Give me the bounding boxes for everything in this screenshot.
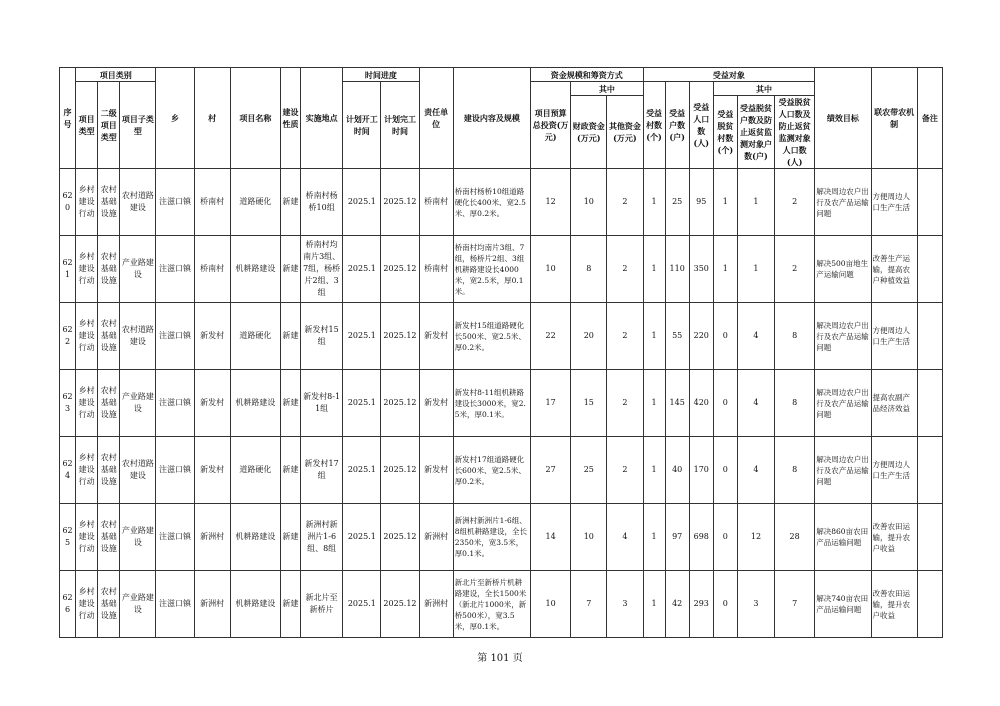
cell-budget: 10 [531, 571, 571, 638]
cell-remark [917, 169, 942, 236]
cell-project-type: 乡村建设行动 [76, 504, 98, 571]
cell-location: 新洲村新洲片1-6组、8组 [301, 504, 343, 571]
header-sub-type: 项目子类型 [120, 82, 156, 169]
cell-build-nature: 新建 [280, 437, 300, 504]
cell-goal: 解决860亩农田产品运输问题 [815, 504, 871, 571]
table-body [60, 169, 943, 638]
cell-poor-population: 8 [775, 437, 815, 504]
cell-township: 注滋口镇 [156, 437, 194, 504]
table-row [60, 437, 943, 504]
cell-village: 新发村 [194, 303, 230, 370]
cell-link: 方便周边人口生产生活 [871, 169, 917, 236]
cell-sub-type: 产业路建设 [120, 370, 156, 437]
cell-poor-villages: 0 [713, 303, 737, 370]
cell-fiscal: 10 [571, 504, 607, 571]
cell-village: 新洲村 [194, 571, 230, 638]
cell-poor-villages: 0 [713, 504, 737, 571]
cell-location: 新发村15组 [301, 303, 343, 370]
cell-goal: 解决周边农户出行及农产品运输问题 [815, 437, 871, 504]
cell-remark [917, 370, 942, 437]
header-goal: 绩效目标 [815, 68, 871, 169]
cell-fiscal: 20 [571, 303, 607, 370]
project-table [59, 67, 943, 638]
cell-content: 新发村17组道路硬化长600米、宽2.5米、厚0.2米。 [453, 437, 530, 504]
cell-ben-households: 145 [665, 370, 689, 437]
cell-township: 注滋口镇 [156, 370, 194, 437]
cell-link: 改善农田运输，提升农户收益 [871, 571, 917, 638]
cell-project-name: 机耕路建设 [230, 504, 280, 571]
header-ben-poor-villages: 受益脱贫村数(个) [713, 96, 737, 169]
cell-level2-type: 农村基础设施 [98, 571, 120, 638]
cell-project-type: 乡村建设行动 [76, 236, 98, 303]
cell-responsible: 新发村 [419, 370, 453, 437]
cell-goal: 解决740亩农田产品运输问题 [815, 571, 871, 638]
cell-ben-villages: 1 [643, 303, 665, 370]
header-other: 其他资金(万元) [607, 96, 643, 169]
cell-goal: 解决周边农户出行及农产品运输问题 [815, 370, 871, 437]
cell-township: 注滋口镇 [156, 504, 194, 571]
header-responsible: 责任单位 [419, 68, 453, 169]
header-end-time: 计划完工时间 [381, 82, 419, 169]
cell-ben-households: 97 [665, 504, 689, 571]
header-ben-poor-population: 受益脱贫人口数及防止返贫监测对象人口数(人) [775, 96, 815, 169]
cell-end-time: 2025.12 [381, 504, 419, 571]
cell-link: 改善生产运输，提高农户种植效益 [871, 236, 917, 303]
cell-start-time: 2025.1 [343, 169, 381, 236]
cell-other: 2 [607, 437, 643, 504]
cell-end-time: 2025.12 [381, 437, 419, 504]
cell-ben-villages: 1 [643, 236, 665, 303]
cell-end-time: 2025.12 [381, 169, 419, 236]
cell-build-nature: 新建 [280, 571, 300, 638]
header-ben-poor-households: 受益脱贫户数及防止返贫监测对象户数(户) [737, 96, 774, 169]
table-row [60, 504, 943, 571]
cell-level2-type: 农村基础设施 [98, 169, 120, 236]
cell-ben-villages: 1 [643, 571, 665, 638]
cell-township: 注滋口镇 [156, 169, 194, 236]
cell-fiscal: 15 [571, 370, 607, 437]
cell-link: 方便周边人口生产生活 [871, 303, 917, 370]
cell-budget: 12 [531, 169, 571, 236]
header-category-group: 项目类别 [76, 68, 156, 82]
cell-level2-type: 农村基础设施 [98, 236, 120, 303]
cell-build-nature: 新建 [280, 370, 300, 437]
header-build-nature: 建设性质 [280, 68, 300, 169]
cell-project-name: 机耕路建设 [230, 370, 280, 437]
cell-start-time: 2025.1 [343, 571, 381, 638]
cell-remark [917, 236, 942, 303]
header-ben-population: 受益人口数(人) [689, 82, 713, 169]
cell-project-name: 机耕路建设 [230, 236, 280, 303]
table-row [60, 370, 943, 437]
cell-project-type: 乡村建设行动 [76, 370, 98, 437]
cell-poor-households: 4 [737, 370, 774, 437]
cell-poor-households: 1 [737, 236, 774, 303]
cell-project-type: 乡村建设行动 [76, 303, 98, 370]
cell-link: 改善农田运输，提升农户收益 [871, 504, 917, 571]
cell-village: 新发村 [194, 437, 230, 504]
header-of-which-2: 其中 [713, 82, 814, 96]
cell-content: 桥南村均南片3组、7组，杨桥片2组、3组机耕路建设长4000米，宽2.5米，厚0.1米。 [453, 236, 530, 303]
cell-fiscal: 8 [571, 236, 607, 303]
header-start-time: 计划开工时间 [343, 82, 381, 169]
header-ben-households: 受益户数(户) [665, 82, 689, 169]
cell-project-type: 乡村建设行动 [76, 169, 98, 236]
cell-project-type: 乡村建设行动 [76, 571, 98, 638]
cell-project-name: 道路硬化 [230, 169, 280, 236]
cell-sub-type: 农村道路建设 [120, 437, 156, 504]
cell-poor-villages: 0 [713, 370, 737, 437]
cell-ben-villages: 1 [643, 504, 665, 571]
cell-level2-type: 农村基础设施 [98, 504, 120, 571]
cell-level2-type: 农村基础设施 [98, 370, 120, 437]
cell-poor-households: 4 [737, 303, 774, 370]
cell-township: 注滋口镇 [156, 236, 194, 303]
cell-build-nature: 新建 [280, 504, 300, 571]
header-beneficiary-group: 受益对象 [643, 68, 815, 82]
cell-poor-households: 12 [737, 504, 774, 571]
cell-ben-population: 220 [689, 303, 713, 370]
cell-end-time: 2025.12 [381, 571, 419, 638]
cell-start-time: 2025.1 [343, 303, 381, 370]
cell-poor-households: 1 [737, 169, 774, 236]
cell-poor-villages: 0 [713, 571, 737, 638]
cell-build-nature: 新建 [280, 236, 300, 303]
header-seq: 序号 [60, 68, 76, 169]
cell-sub-type: 农村道路建设 [120, 169, 156, 236]
cell-budget: 22 [531, 303, 571, 370]
cell-poor-population: 8 [775, 370, 815, 437]
cell-ben-population: 170 [689, 437, 713, 504]
cell-other: 4 [607, 504, 643, 571]
cell-poor-households: 4 [737, 437, 774, 504]
table-row [60, 571, 943, 638]
cell-content: 新发村8-11组机耕路建设长3000米，宽2.5米，厚0.1米。 [453, 370, 530, 437]
cell-location: 桥南村均南片3组、7组，杨桥片2组、3组 [301, 236, 343, 303]
cell-seq: 624 [60, 437, 76, 504]
cell-village: 新发村 [194, 370, 230, 437]
cell-other: 2 [607, 236, 643, 303]
cell-responsible: 新洲村 [419, 504, 453, 571]
cell-end-time: 2025.12 [381, 303, 419, 370]
table-row [60, 303, 943, 370]
cell-village: 新洲村 [194, 504, 230, 571]
header-location: 实施地点 [301, 68, 343, 169]
cell-ben-households: 40 [665, 437, 689, 504]
cell-ben-population: 95 [689, 169, 713, 236]
header-project-type: 项目类型 [76, 82, 98, 169]
header-funding-group: 资金规模和筹资方式 [531, 68, 643, 82]
cell-goal: 解决500亩地生产运输问题 [815, 236, 871, 303]
cell-seq: 626 [60, 571, 76, 638]
cell-sub-type: 产业路建设 [120, 236, 156, 303]
cell-poor-population: 28 [775, 504, 815, 571]
cell-end-time: 2025.12 [381, 370, 419, 437]
cell-remark [917, 303, 942, 370]
cell-budget: 17 [531, 370, 571, 437]
cell-sub-type: 产业路建设 [120, 504, 156, 571]
header-schedule-group: 时间进度 [343, 68, 419, 82]
cell-fiscal: 10 [571, 169, 607, 236]
cell-ben-population: 350 [689, 236, 713, 303]
cell-link: 提高农副产品经济效益 [871, 370, 917, 437]
header-village: 村 [194, 68, 230, 169]
table-row [60, 236, 943, 303]
header-budget: 项目预算总投资(万元) [531, 82, 571, 169]
cell-poor-population: 7 [775, 571, 815, 638]
cell-remark [917, 571, 942, 638]
cell-ben-population: 698 [689, 504, 713, 571]
cell-poor-villages: 1 [713, 169, 737, 236]
cell-project-type: 乡村建设行动 [76, 437, 98, 504]
cell-content: 新发村15组道路硬化长500米、宽2.5米、厚0.2米。 [453, 303, 530, 370]
header-project-name: 项目名称 [230, 68, 280, 169]
cell-seq: 625 [60, 504, 76, 571]
cell-budget: 10 [531, 236, 571, 303]
cell-village: 桥南村 [194, 236, 230, 303]
cell-seq: 620 [60, 169, 76, 236]
cell-responsible: 桥南村 [419, 169, 453, 236]
cell-link: 方便周边人口生产生活 [871, 437, 917, 504]
cell-other: 2 [607, 169, 643, 236]
header-of-which: 其中 [571, 82, 643, 96]
cell-location: 新发村17组 [301, 437, 343, 504]
header-level2-type: 二级项目类型 [98, 82, 120, 169]
cell-other: 2 [607, 370, 643, 437]
cell-ben-households: 110 [665, 236, 689, 303]
cell-ben-villages: 1 [643, 169, 665, 236]
cell-ben-villages: 1 [643, 437, 665, 504]
cell-remark [917, 437, 942, 504]
cell-start-time: 2025.1 [343, 236, 381, 303]
cell-end-time: 2025.12 [381, 236, 419, 303]
cell-poor-households: 3 [737, 571, 774, 638]
cell-township: 注滋口镇 [156, 571, 194, 638]
cell-location: 新北片至新桥片 [301, 571, 343, 638]
cell-sub-type: 农村道路建设 [120, 303, 156, 370]
cell-goal: 解决周边农户出行及农产品运输问题 [815, 303, 871, 370]
header-link: 联农带农机制 [871, 68, 917, 169]
cell-level2-type: 农村基础设施 [98, 437, 120, 504]
cell-sub-type: 产业路建设 [120, 571, 156, 638]
cell-content: 新洲村新洲片1-6组、8组机耕路建设，全长2350米，宽3.5米，厚0.1米。 [453, 504, 530, 571]
cell-poor-population: 2 [775, 236, 815, 303]
cell-ben-population: 293 [689, 571, 713, 638]
cell-village: 桥南村 [194, 169, 230, 236]
cell-budget: 27 [531, 437, 571, 504]
header-township: 乡 [156, 68, 194, 169]
cell-level2-type: 农村基础设施 [98, 303, 120, 370]
cell-remark [917, 504, 942, 571]
cell-start-time: 2025.1 [343, 504, 381, 571]
cell-responsible: 桥南村 [419, 236, 453, 303]
cell-poor-population: 8 [775, 303, 815, 370]
cell-location: 桥南村杨桥10组 [301, 169, 343, 236]
cell-build-nature: 新建 [280, 169, 300, 236]
cell-fiscal: 7 [571, 571, 607, 638]
header-ben-villages: 受益村数(个) [643, 82, 665, 169]
cell-fiscal: 25 [571, 437, 607, 504]
cell-ben-households: 25 [665, 169, 689, 236]
cell-content: 新北片至新桥片机耕路建设，全长1500米（新北片1000米，新桥500米），宽3.5米，厚0.1米。 [453, 571, 530, 638]
header-fiscal: 财政资金(万元) [571, 96, 607, 169]
cell-responsible: 新洲村 [419, 571, 453, 638]
cell-project-name: 机耕路建设 [230, 571, 280, 638]
header-content: 建设内容及规模 [453, 68, 530, 169]
table-row [60, 169, 943, 236]
cell-seq: 622 [60, 303, 76, 370]
cell-ben-households: 42 [665, 571, 689, 638]
cell-ben-households: 55 [665, 303, 689, 370]
cell-other: 2 [607, 303, 643, 370]
cell-seq: 623 [60, 370, 76, 437]
page-number: 第 101 页 [477, 653, 523, 664]
cell-ben-villages: 1 [643, 370, 665, 437]
cell-poor-population: 2 [775, 169, 815, 236]
cell-content: 桥南村杨桥10组道路硬化长400米、宽2.5米、厚0.2米。 [453, 169, 530, 236]
cell-budget: 14 [531, 504, 571, 571]
cell-poor-villages: 0 [713, 437, 737, 504]
cell-start-time: 2025.1 [343, 370, 381, 437]
cell-other: 3 [607, 571, 643, 638]
cell-project-name: 道路硬化 [230, 437, 280, 504]
cell-goal: 解决周边农户出行及农产品运输问题 [815, 169, 871, 236]
cell-build-nature: 新建 [280, 303, 300, 370]
cell-township: 注滋口镇 [156, 303, 194, 370]
cell-ben-population: 420 [689, 370, 713, 437]
cell-poor-villages: 1 [713, 236, 737, 303]
cell-responsible: 新发村 [419, 437, 453, 504]
cell-start-time: 2025.1 [343, 437, 381, 504]
cell-seq: 621 [60, 236, 76, 303]
cell-project-name: 道路硬化 [230, 303, 280, 370]
cell-responsible: 新发村 [419, 303, 453, 370]
header-remark: 备注 [917, 68, 942, 169]
cell-location: 新发村8-11组 [301, 370, 343, 437]
